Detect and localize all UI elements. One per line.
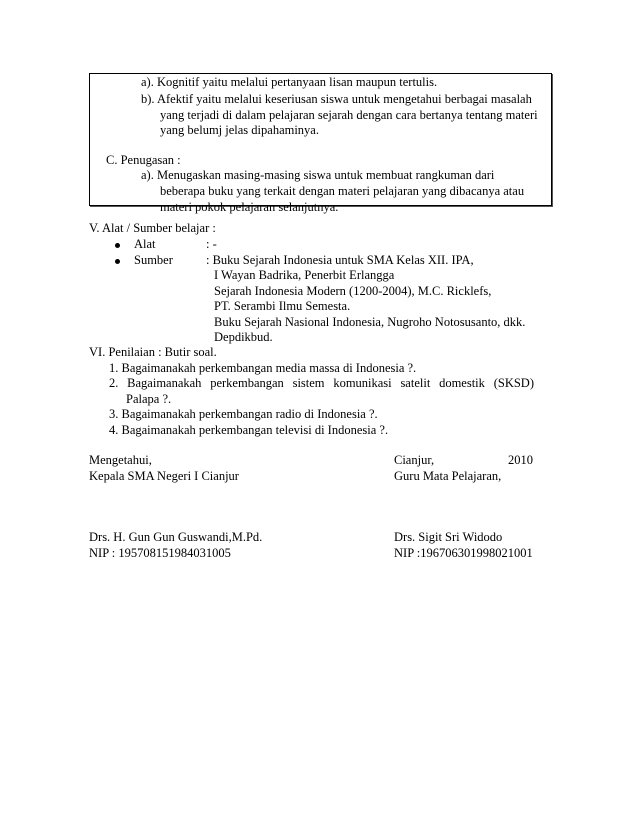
question-4: 4. Bagaimanakah perkembangan televisi di Indonesia ?.	[109, 423, 389, 437]
sumber-line: Buku Sejarah Nasional Indonesia, Nugroho Notosusanto, dkk.	[214, 315, 526, 329]
q2-word: (SKSD)	[493, 376, 534, 390]
penilaian-heading: VI. Penilaian : Butir soal.	[89, 345, 217, 359]
q2-word: Bagaimanakah	[127, 376, 202, 390]
q2-word: sistem	[292, 376, 325, 390]
sign-right-year: 2010	[508, 453, 533, 467]
q2-word: satelit	[400, 376, 431, 390]
sign-right-place: Cianjur,	[394, 453, 435, 467]
sumber-line: PT. Serambi Ilmu Semesta.	[214, 299, 351, 313]
alat-label: Alat	[134, 237, 156, 251]
alat-heading: V. Alat / Sumber belajar :	[89, 221, 216, 235]
item-afektif-line1: b). Afektif yaitu melalui keseriusan siswa untuk mengetahui berbagai masalah	[141, 92, 532, 106]
q2-word: domestik	[439, 376, 485, 390]
q2-word: perkembangan	[210, 376, 284, 390]
penugasan-a-line3: materi pokok pelajaran selanjutnya.	[160, 200, 339, 214]
question-1: 1. Bagaimanakah perkembangan media massa di Indonesia ?.	[109, 361, 417, 375]
item-afektif-line3: yang belumj jelas dipahaminya.	[160, 123, 319, 137]
question-3: 3. Bagaimanakah perkembangan radio di Indonesia ?.	[109, 407, 378, 421]
q2-word: komunikasi	[333, 376, 392, 390]
item-afektif-line2: yang terjadi di dalam pelajaran sejarah dengan cara bertanya tentang materi	[160, 108, 538, 122]
sign-left-name: Drs. H. Gun Gun Guswandi,M.Pd.	[89, 530, 263, 544]
sign-right-nip: NIP :196706301998021001	[394, 546, 533, 560]
sign-left-line2: Kepala SMA Negeri I Cianjur	[89, 469, 239, 483]
sign-left-nip: NIP : 195708151984031005	[89, 546, 231, 560]
question-2-line2: Palapa ?.	[126, 392, 172, 406]
sign-right-name: Drs. Sigit Sri Widodo	[394, 530, 503, 544]
sumber-line: Depdikbud.	[214, 330, 273, 344]
alat-value: : -	[206, 237, 217, 251]
item-kognitif: a). Kognitif yaitu melalui pertanyaan lisan maupun tertulis.	[141, 75, 438, 89]
sumber-line: : Buku Sejarah Indonesia untuk SMA Kelas XII. IPA,	[206, 253, 474, 267]
sign-right-line2: Guru Mata Pelajaran,	[394, 469, 502, 483]
sumber-label: Sumber	[134, 253, 173, 267]
sumber-line: I Wayan Badrika, Penerbit Erlangga	[214, 268, 395, 282]
bullet-icon	[115, 243, 120, 248]
penugasan-a-line2: beberapa buku yang terkait dengan materi pelajaran yang dibacanya atau	[160, 184, 525, 198]
sumber-line: Sejarah Indonesia Modern (1200-2004), M.C. Ricklefs,	[214, 284, 492, 298]
penugasan-a-line1: a). Menugaskan masing-masing siswa untuk membuat rangkuman dari	[141, 168, 495, 182]
q2-word: 2.	[109, 376, 119, 390]
penugasan-heading: C. Penugasan :	[106, 153, 181, 167]
sign-left-line1: Mengetahui,	[89, 453, 152, 467]
bullet-icon	[115, 259, 120, 264]
question-2-line1	[109, 376, 534, 391]
